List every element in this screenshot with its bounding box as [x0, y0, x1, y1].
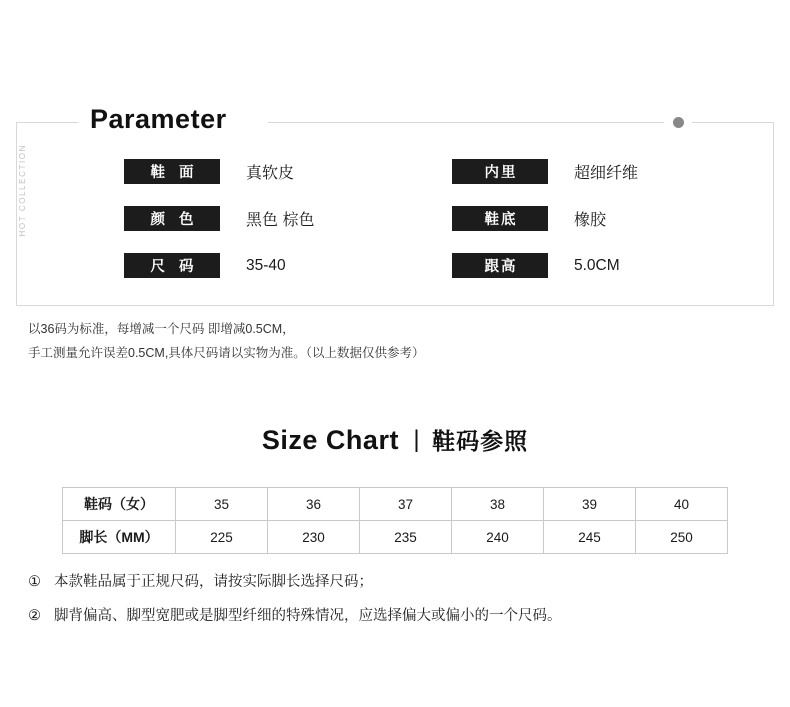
parameter-note-line: 手工测量允许误差0.5CM,具体尺码请以实物为准。（以上数据仅供参考） [28, 346, 425, 360]
decorative-dot-icon [673, 117, 684, 128]
size-chart-notes [28, 565, 562, 633]
parameter-grid [124, 148, 744, 289]
list-item-text: 本款鞋品属于正规尺码，请按实际脚长选择尺码； [54, 574, 374, 590]
parameter-section [16, 104, 774, 306]
table-cell: 225 [176, 521, 268, 554]
parameter-tag: 鞋底 [452, 206, 548, 231]
parameter-value: 超细纤维 [574, 165, 639, 182]
parameter-row [124, 148, 744, 195]
parameter-title: Parameter [84, 104, 233, 135]
parameter-value: 35-40 [246, 256, 286, 274]
table-row-header: 脚长（MM） [63, 521, 176, 554]
table-cell: 36 [268, 488, 360, 521]
parameter-value: 5.0CM [574, 256, 620, 274]
table-row [63, 488, 728, 521]
size-chart-title-cn: 鞋码参照 [432, 428, 529, 454]
table-cell: 240 [452, 521, 544, 554]
table-cell: 35 [176, 488, 268, 521]
hot-collection-label: HOT COLLECTION [18, 144, 27, 237]
table-cell: 40 [636, 488, 728, 521]
parameter-item-heel-height [452, 253, 744, 278]
table-cell: 230 [268, 521, 360, 554]
parameter-tag: 跟高 [452, 253, 548, 278]
table-cell: 37 [360, 488, 452, 521]
list-item [28, 565, 562, 599]
parameter-value: 黑色 棕色 [246, 212, 315, 229]
size-chart-divider: | [413, 426, 420, 453]
list-item-number: ② [28, 608, 41, 624]
table-row-header: 鞋码（女） [63, 488, 176, 521]
table-cell: 250 [636, 521, 728, 554]
parameter-item-sole [452, 206, 744, 231]
size-chart-table [62, 487, 728, 554]
parameter-item-size [124, 253, 452, 278]
list-item-text: 脚背偏高、脚型宽肥或是脚型纤细的特殊情况，应选择偏大或偏小的一个尺码。 [54, 608, 562, 624]
size-chart-title-en: Size Chart [261, 425, 399, 455]
parameter-value: 真软皮 [246, 165, 295, 182]
parameter-row [124, 242, 744, 289]
parameter-value: 橡胶 [574, 212, 607, 229]
parameter-item-color [124, 206, 452, 231]
parameter-tag: 鞋 面 [124, 159, 220, 184]
table-cell: 235 [360, 521, 452, 554]
list-item-number: ① [28, 574, 41, 590]
parameter-item-upper [124, 159, 452, 184]
list-item [28, 599, 562, 633]
parameter-row [124, 195, 744, 242]
table-cell: 39 [544, 488, 636, 521]
table-cell: 38 [452, 488, 544, 521]
parameter-tag: 颜 色 [124, 206, 220, 231]
parameter-tag: 内里 [452, 159, 548, 184]
table-row [63, 521, 728, 554]
size-chart-heading [0, 423, 790, 456]
parameter-notes [28, 317, 425, 365]
parameter-tag: 尺 码 [124, 253, 220, 278]
parameter-note-line: 以36码为标准，每增减一个尺码 即增减0.5CM， [28, 322, 295, 336]
table-cell: 245 [544, 521, 636, 554]
parameter-item-lining [452, 159, 744, 184]
